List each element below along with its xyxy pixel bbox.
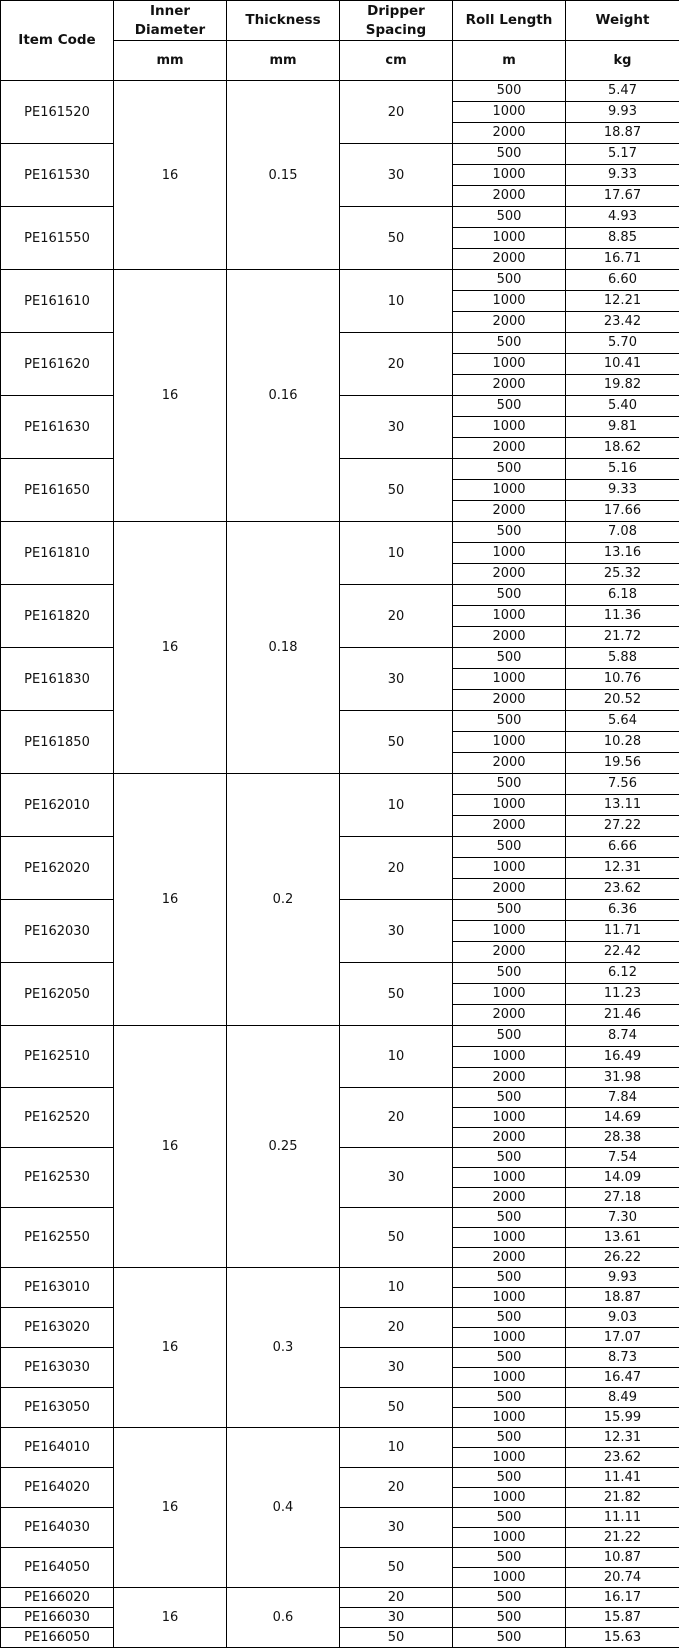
roll-length-cell: 2000 (453, 942, 566, 963)
item-code-cell: PE164030 (1, 1508, 114, 1548)
thickness-cell: 0.18 (227, 522, 340, 774)
weight-cell: 15.87 (566, 1608, 679, 1628)
thickness-cell: 0.25 (227, 1026, 340, 1268)
item-code-cell: PE166030 (1, 1608, 114, 1628)
roll-length-cell: 500 (453, 1628, 566, 1648)
roll-length-cell: 500 (453, 333, 566, 354)
roll-length-cell: 1000 (453, 354, 566, 375)
dripper-spacing-cell: 50 (340, 963, 453, 1026)
inner-diameter-cell: 16 (114, 1588, 227, 1648)
dripper-spacing-cell: 20 (340, 1468, 453, 1508)
weight-cell: 10.28 (566, 732, 679, 753)
roll-length-cell: 1000 (453, 291, 566, 312)
weight-cell: 17.67 (566, 186, 679, 207)
roll-length-cell: 500 (453, 837, 566, 858)
roll-length-cell: 1000 (453, 1108, 566, 1128)
roll-length-cell: 1000 (453, 1168, 566, 1188)
inner-diameter-cell: 16 (114, 522, 227, 774)
weight-cell: 21.46 (566, 1005, 679, 1026)
inner-diameter-cell: 16 (114, 774, 227, 1026)
table-row (1, 1468, 679, 1488)
item-code-cell: PE161550 (1, 207, 114, 270)
weight-cell: 17.07 (566, 1328, 679, 1348)
weight-cell: 12.21 (566, 291, 679, 312)
item-code-cell: PE161650 (1, 459, 114, 522)
table-row (1, 207, 679, 228)
roll-length-cell: 500 (453, 963, 566, 984)
item-code-cell: PE166050 (1, 1628, 114, 1648)
item-code-cell: PE163030 (1, 1348, 114, 1388)
roll-length-cell: 1000 (453, 606, 566, 627)
weight-cell: 6.60 (566, 270, 679, 291)
weight-cell: 25.32 (566, 564, 679, 585)
roll-length-cell: 1000 (453, 669, 566, 690)
roll-length-cell: 1000 (453, 1448, 566, 1468)
weight-cell: 26.22 (566, 1248, 679, 1268)
item-code-cell: PE166020 (1, 1588, 114, 1608)
item-code-cell: PE161630 (1, 396, 114, 459)
roll-length-cell: 500 (453, 207, 566, 228)
weight-cell: 15.63 (566, 1628, 679, 1648)
unit-roll-length: m (453, 41, 566, 81)
roll-length-cell: 2000 (453, 1188, 566, 1208)
dripper-spacing-cell: 30 (340, 648, 453, 711)
roll-length-cell: 1000 (453, 1568, 566, 1588)
dripper-spacing-cell: 50 (340, 1208, 453, 1268)
table-row (1, 1548, 679, 1568)
roll-length-cell: 2000 (453, 753, 566, 774)
item-code-cell: PE162510 (1, 1026, 114, 1088)
table-row (1, 1208, 679, 1228)
table-row (1, 963, 679, 984)
weight-cell: 13.11 (566, 795, 679, 816)
item-code-cell: PE162530 (1, 1148, 114, 1208)
dripper-spacing-cell: 50 (340, 711, 453, 774)
thickness-cell: 0.4 (227, 1428, 340, 1588)
roll-length-cell: 500 (453, 396, 566, 417)
inner-diameter-cell: 16 (114, 1268, 227, 1428)
dripper-spacing-cell: 50 (340, 1388, 453, 1428)
dripper-spacing-cell: 10 (340, 270, 453, 333)
weight-cell: 8.73 (566, 1348, 679, 1368)
roll-length-cell: 2000 (453, 1248, 566, 1268)
weight-cell: 19.56 (566, 753, 679, 774)
weight-cell: 4.93 (566, 207, 679, 228)
table-row (1, 1308, 679, 1328)
header-thickness: Thickness (227, 1, 340, 41)
weight-cell: 9.33 (566, 165, 679, 186)
dripper-spacing-cell: 30 (340, 1608, 453, 1628)
weight-cell: 11.41 (566, 1468, 679, 1488)
weight-cell: 7.84 (566, 1088, 679, 1108)
item-code-cell: PE162020 (1, 837, 114, 900)
weight-cell: 18.87 (566, 123, 679, 144)
roll-length-cell: 500 (453, 1148, 566, 1168)
weight-cell: 16.49 (566, 1047, 679, 1068)
roll-length-cell: 2000 (453, 627, 566, 648)
weight-cell: 10.76 (566, 669, 679, 690)
table-row (1, 648, 679, 669)
weight-cell: 18.87 (566, 1288, 679, 1308)
unit-weight: kg (566, 41, 679, 81)
roll-length-cell: 2000 (453, 375, 566, 396)
weight-cell: 28.38 (566, 1128, 679, 1148)
roll-length-cell: 1000 (453, 921, 566, 942)
weight-cell: 9.03 (566, 1308, 679, 1328)
roll-length-cell: 1000 (453, 795, 566, 816)
roll-length-cell: 1000 (453, 543, 566, 564)
table-row (1, 585, 679, 606)
item-code-cell: PE161530 (1, 144, 114, 207)
dripper-spacing-cell: 30 (340, 396, 453, 459)
weight-cell: 13.16 (566, 543, 679, 564)
roll-length-cell: 500 (453, 900, 566, 921)
header-inner-diameter: Inner Diameter (114, 1, 227, 41)
item-code-cell: PE161520 (1, 81, 114, 144)
weight-cell: 16.47 (566, 1368, 679, 1388)
weight-cell: 27.18 (566, 1188, 679, 1208)
weight-cell: 9.93 (566, 1268, 679, 1288)
thickness-cell: 0.2 (227, 774, 340, 1026)
item-code-cell: PE161620 (1, 333, 114, 396)
roll-length-cell: 500 (453, 1208, 566, 1228)
dripper-spacing-cell: 10 (340, 522, 453, 585)
roll-length-cell: 500 (453, 1548, 566, 1568)
item-code-cell: PE162050 (1, 963, 114, 1026)
weight-cell: 18.62 (566, 438, 679, 459)
roll-length-cell: 500 (453, 1588, 566, 1608)
item-code-cell: PE161820 (1, 585, 114, 648)
dripper-spacing-cell: 10 (340, 774, 453, 837)
dripper-spacing-cell: 20 (340, 1588, 453, 1608)
weight-cell: 8.49 (566, 1388, 679, 1408)
weight-cell: 17.66 (566, 501, 679, 522)
weight-cell: 11.71 (566, 921, 679, 942)
dripper-spacing-cell: 10 (340, 1026, 453, 1088)
weight-cell: 8.85 (566, 228, 679, 249)
roll-length-cell: 1000 (453, 858, 566, 879)
roll-length-cell: 2000 (453, 186, 566, 207)
item-code-cell: PE162030 (1, 900, 114, 963)
dripper-spacing-cell: 20 (340, 333, 453, 396)
roll-length-cell: 500 (453, 774, 566, 795)
weight-cell: 12.31 (566, 858, 679, 879)
weight-cell: 10.41 (566, 354, 679, 375)
table-row (1, 1148, 679, 1168)
dripper-spacing-cell: 50 (340, 459, 453, 522)
table-body (1, 81, 679, 1648)
roll-length-cell: 2000 (453, 438, 566, 459)
dripper-spacing-cell: 20 (340, 837, 453, 900)
roll-length-cell: 500 (453, 1026, 566, 1047)
thickness-cell: 0.15 (227, 81, 340, 270)
item-code-cell: PE163050 (1, 1388, 114, 1428)
roll-length-cell: 1000 (453, 165, 566, 186)
weight-cell: 7.08 (566, 522, 679, 543)
roll-length-cell: 1000 (453, 1328, 566, 1348)
header-weight: Weight (566, 1, 679, 41)
inner-diameter-cell: 16 (114, 1428, 227, 1588)
roll-length-cell: 500 (453, 1508, 566, 1528)
table-row (1, 1388, 679, 1408)
roll-length-cell: 2000 (453, 1005, 566, 1026)
table-row (1, 396, 679, 417)
inner-diameter-cell: 16 (114, 1026, 227, 1268)
weight-cell: 5.17 (566, 144, 679, 165)
header-item-code: Item Code (1, 1, 114, 81)
item-code-cell: PE161850 (1, 711, 114, 774)
table-row (1, 774, 679, 795)
dripper-spacing-cell: 20 (340, 585, 453, 648)
table-row (1, 837, 679, 858)
item-code-cell: PE161610 (1, 270, 114, 333)
weight-cell: 14.09 (566, 1168, 679, 1188)
weight-cell: 5.70 (566, 333, 679, 354)
roll-length-cell: 1000 (453, 732, 566, 753)
roll-length-cell: 1000 (453, 984, 566, 1005)
thickness-cell: 0.6 (227, 1588, 340, 1648)
weight-cell: 9.93 (566, 102, 679, 123)
roll-length-cell: 1000 (453, 102, 566, 123)
table-row (1, 711, 679, 732)
weight-cell: 14.69 (566, 1108, 679, 1128)
dripper-spacing-cell: 50 (340, 1548, 453, 1588)
item-code-cell: PE162010 (1, 774, 114, 837)
dripper-spacing-cell: 20 (340, 1308, 453, 1348)
item-code-cell: PE162550 (1, 1208, 114, 1268)
weight-cell: 9.33 (566, 480, 679, 501)
roll-length-cell: 2000 (453, 123, 566, 144)
weight-cell: 23.62 (566, 1448, 679, 1468)
dripper-spacing-cell: 30 (340, 1348, 453, 1388)
weight-cell: 5.40 (566, 396, 679, 417)
roll-length-cell: 1000 (453, 480, 566, 501)
roll-length-cell: 2000 (453, 564, 566, 585)
table-row (1, 270, 679, 291)
item-code-cell: PE163020 (1, 1308, 114, 1348)
roll-length-cell: 1000 (453, 417, 566, 438)
table-row (1, 144, 679, 165)
table-row (1, 333, 679, 354)
weight-cell: 21.82 (566, 1488, 679, 1508)
table-row (1, 1608, 679, 1628)
weight-cell: 20.52 (566, 690, 679, 711)
table-row (1, 900, 679, 921)
unit-inner-diameter: mm (114, 41, 227, 81)
roll-length-cell: 2000 (453, 879, 566, 900)
roll-length-cell: 2000 (453, 501, 566, 522)
weight-cell: 7.56 (566, 774, 679, 795)
roll-length-cell: 2000 (453, 312, 566, 333)
table-row (1, 1628, 679, 1648)
roll-length-cell: 1000 (453, 1228, 566, 1248)
table-row (1, 522, 679, 543)
table-row (1, 1348, 679, 1368)
header-row (1, 1, 679, 41)
weight-cell: 5.88 (566, 648, 679, 669)
table-row (1, 1428, 679, 1448)
weight-cell: 27.22 (566, 816, 679, 837)
roll-length-cell: 1000 (453, 1368, 566, 1388)
dripper-spacing-cell: 10 (340, 1268, 453, 1308)
roll-length-cell: 1000 (453, 1047, 566, 1068)
dripper-spacing-cell: 50 (340, 207, 453, 270)
roll-length-cell: 1000 (453, 228, 566, 249)
table-row (1, 81, 679, 102)
item-code-cell: PE162520 (1, 1088, 114, 1148)
table-header (1, 1, 679, 81)
roll-length-cell: 500 (453, 1308, 566, 1328)
roll-length-cell: 500 (453, 522, 566, 543)
roll-length-cell: 500 (453, 1608, 566, 1628)
weight-cell: 23.62 (566, 879, 679, 900)
item-code-cell: PE164010 (1, 1428, 114, 1468)
roll-length-cell: 500 (453, 1468, 566, 1488)
weight-cell: 11.36 (566, 606, 679, 627)
table-row (1, 459, 679, 480)
weight-cell: 16.71 (566, 249, 679, 270)
weight-cell: 6.66 (566, 837, 679, 858)
weight-cell: 8.74 (566, 1026, 679, 1047)
table-row (1, 1026, 679, 1047)
weight-cell: 16.17 (566, 1588, 679, 1608)
roll-length-cell: 2000 (453, 816, 566, 837)
table-row (1, 1088, 679, 1108)
weight-cell: 20.74 (566, 1568, 679, 1588)
roll-length-cell: 500 (453, 585, 566, 606)
unit-dripper-spacing: cm (340, 41, 453, 81)
weight-cell: 5.16 (566, 459, 679, 480)
roll-length-cell: 1000 (453, 1528, 566, 1548)
weight-cell: 5.47 (566, 81, 679, 102)
roll-length-cell: 500 (453, 270, 566, 291)
dripper-spacing-cell: 30 (340, 1148, 453, 1208)
weight-cell: 5.64 (566, 711, 679, 732)
item-code-cell: PE161810 (1, 522, 114, 585)
roll-length-cell: 500 (453, 1348, 566, 1368)
roll-length-cell: 1000 (453, 1408, 566, 1428)
weight-cell: 21.22 (566, 1528, 679, 1548)
roll-length-cell: 500 (453, 711, 566, 732)
table-row (1, 1588, 679, 1608)
weight-cell: 10.87 (566, 1548, 679, 1568)
table-row (1, 1268, 679, 1288)
roll-length-cell: 1000 (453, 1288, 566, 1308)
dripper-spacing-cell: 30 (340, 144, 453, 207)
roll-length-cell: 2000 (453, 1128, 566, 1148)
header-roll-length: Roll Length (453, 1, 566, 41)
header-dripper-spacing: Dripper Spacing (340, 1, 453, 41)
weight-cell: 21.72 (566, 627, 679, 648)
weight-cell: 22.42 (566, 942, 679, 963)
unit-thickness: mm (227, 41, 340, 81)
roll-length-cell: 2000 (453, 1068, 566, 1088)
weight-cell: 12.31 (566, 1428, 679, 1448)
weight-cell: 11.23 (566, 984, 679, 1005)
weight-cell: 9.81 (566, 417, 679, 438)
roll-length-cell: 500 (453, 144, 566, 165)
dripper-spacing-cell: 50 (340, 1628, 453, 1648)
weight-cell: 13.61 (566, 1228, 679, 1248)
item-code-cell: PE163010 (1, 1268, 114, 1308)
dripper-spacing-cell: 30 (340, 1508, 453, 1548)
weight-cell: 31.98 (566, 1068, 679, 1088)
dripper-spacing-cell: 20 (340, 81, 453, 144)
roll-length-cell: 500 (453, 459, 566, 480)
weight-cell: 23.42 (566, 312, 679, 333)
roll-length-cell: 500 (453, 1388, 566, 1408)
thickness-cell: 0.3 (227, 1268, 340, 1428)
dripper-spacing-cell: 10 (340, 1428, 453, 1468)
weight-cell: 7.54 (566, 1148, 679, 1168)
roll-length-cell: 2000 (453, 690, 566, 711)
roll-length-cell: 2000 (453, 249, 566, 270)
item-code-cell: PE164050 (1, 1548, 114, 1588)
weight-cell: 19.82 (566, 375, 679, 396)
dripper-spacing-cell: 20 (340, 1088, 453, 1148)
item-code-cell: PE161830 (1, 648, 114, 711)
inner-diameter-cell: 16 (114, 270, 227, 522)
weight-cell: 6.36 (566, 900, 679, 921)
roll-length-cell: 500 (453, 81, 566, 102)
table-row (1, 1508, 679, 1528)
roll-length-cell: 500 (453, 1268, 566, 1288)
inner-diameter-cell: 16 (114, 81, 227, 270)
weight-cell: 6.18 (566, 585, 679, 606)
weight-cell: 7.30 (566, 1208, 679, 1228)
weight-cell: 11.11 (566, 1508, 679, 1528)
item-code-cell: PE164020 (1, 1468, 114, 1508)
dripper-spacing-cell: 30 (340, 900, 453, 963)
weight-cell: 6.12 (566, 963, 679, 984)
thickness-cell: 0.16 (227, 270, 340, 522)
roll-length-cell: 500 (453, 1428, 566, 1448)
weight-cell: 15.99 (566, 1408, 679, 1428)
roll-length-cell: 1000 (453, 1488, 566, 1508)
roll-length-cell: 500 (453, 648, 566, 669)
roll-length-cell: 500 (453, 1088, 566, 1108)
